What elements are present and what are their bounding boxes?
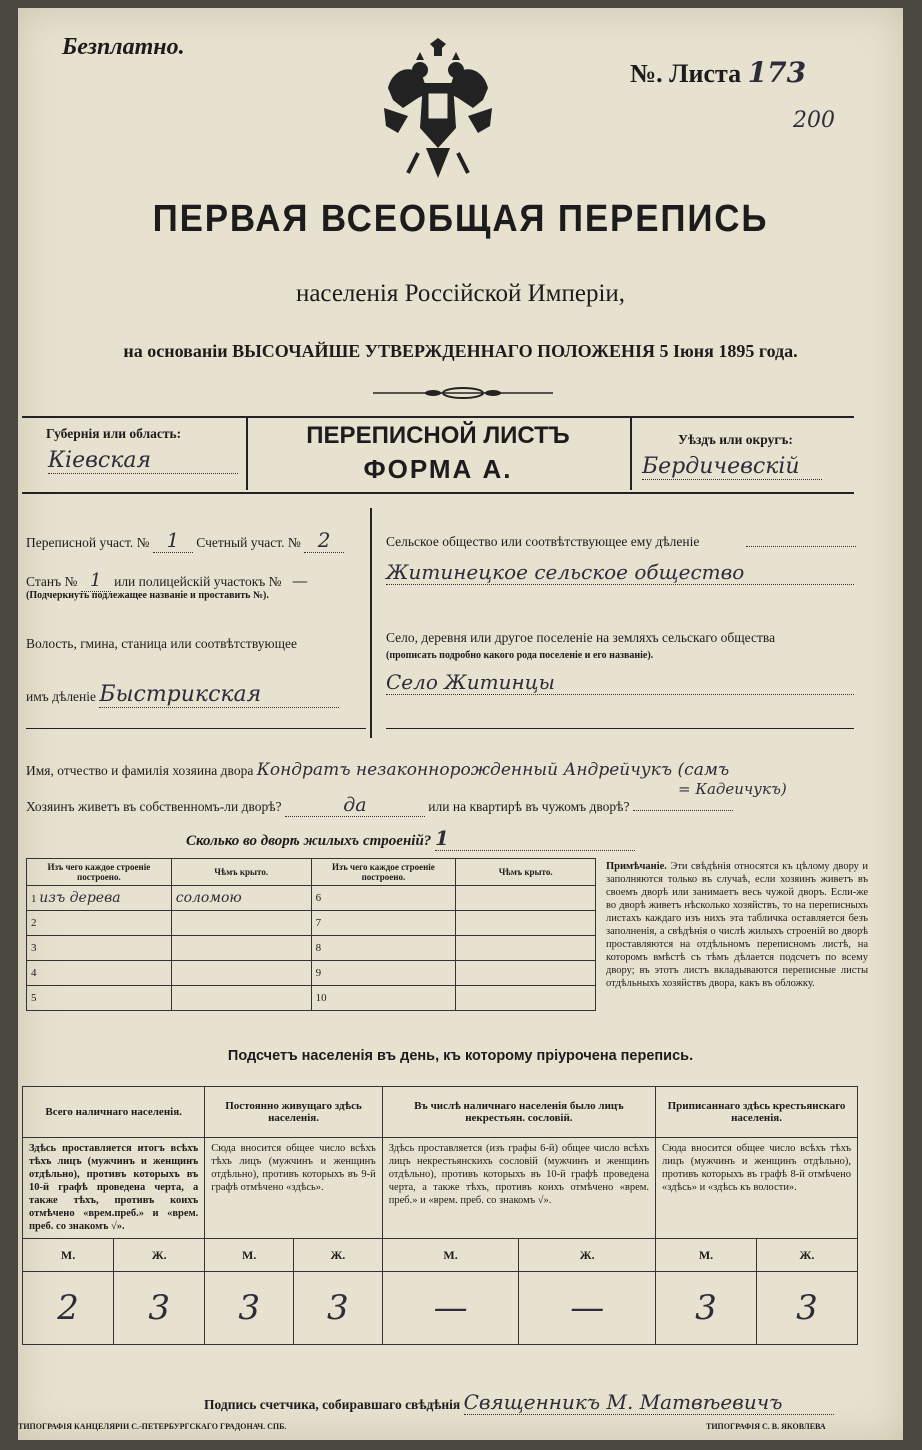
gubernia-value: Кіевская (48, 448, 238, 474)
male-label: М. (656, 1239, 757, 1272)
count-col-header: Постоянно живущаго здѣсь населенія. (205, 1087, 382, 1138)
male-label: М. (205, 1239, 294, 1272)
owner-own-label: Хозяинъ живетъ въ собственномъ-ли дворѣ? (26, 799, 282, 814)
signature-row (204, 1390, 834, 1415)
owner-name-row (26, 760, 856, 780)
uezd-value: Бердичевскій (642, 454, 822, 480)
female-label: Ж. (294, 1239, 383, 1272)
count-label: Счетный участ. № (196, 535, 301, 550)
male-label: М. (23, 1239, 114, 1272)
sheet-number-value: 173 (747, 56, 807, 89)
owner-rent-value (633, 810, 733, 811)
district-value: 1 (153, 528, 193, 553)
society-label: Сельское общество или соотвѣтствующее ему дѣленіе (386, 534, 700, 549)
col-roof-right: Чѣмъ крыто. (456, 859, 596, 886)
double-headed-eagle-icon (378, 38, 498, 188)
table-row: 2 7 (27, 911, 596, 936)
count-col-desc: Сюда вносится общее число всѣхъ тѣхъ лицъ (мужчинъ и женщинъ отдѣльно), противъ которыхъ въ 9-й графѣ отмѣчено «здѣсь». (205, 1138, 382, 1239)
buildings-row (186, 826, 635, 851)
female-label: Ж. (519, 1239, 656, 1272)
signature-label: Подпись счетчика, собиравшаго свѣдѣнія (204, 1397, 461, 1412)
district-row (26, 528, 344, 553)
count-male-value: 3 (656, 1272, 757, 1345)
village-value: Село Житинцы (386, 670, 854, 695)
page-title: ПЕРВАЯ ВСЕОБЩАЯ ПЕРЕПИСЬ (152, 198, 769, 240)
stan-value: 1 (81, 570, 111, 592)
sheet-number-label: №. Листа (630, 59, 742, 88)
count-col-desc: Здѣсь проставляется (изъ графы 6-й) общее число всѣхъ лицъ некрестьянскихъ сословій (мужчинъ и женщинъ отдѣльно), противъ которыхъ въ 10-й графѣ проведена черта, а также тѣхъ, противъ коихъ отмѣчено «врем. преб.» и «врем. преб. со знакомъ √». (382, 1138, 655, 1239)
uezd-label: Уѣздъ или округъ: (678, 432, 793, 447)
volost-label-2: имъ дѣленіе (26, 689, 97, 704)
free-label: Безплатно. (62, 34, 185, 60)
material-value: изъ дерева (39, 890, 121, 906)
signature-value: Священникъ М. Матвѣевичъ (464, 1390, 834, 1415)
stan-row (26, 570, 315, 592)
owner-name-value-2: = Кадеичукъ) (678, 780, 787, 798)
count-col-header: Всего наличнаго населенія. (23, 1087, 205, 1138)
col-material-left: Изъ чего каждое строеніе построено. (27, 859, 172, 886)
sheet-number-alt: 200 (793, 108, 835, 133)
volost-label-1: Волость, гмина, станица или соотвѣтствующее (26, 636, 297, 651)
count-female-value: 3 (756, 1272, 857, 1345)
count-col-desc: Сюда вносится общее число всѣхъ тѣхъ лицъ (мужчинъ и женщинъ отдѣльно), противъ которыхъ въ графѣ 8-й отмѣчено «здѣсь» и «здѣсь къ волости». (656, 1138, 858, 1239)
footer-right: ТИПОГРАФІЯ С. В. ЯКОВЛЕВА (706, 1422, 826, 1431)
count-female-value: 3 (114, 1272, 205, 1345)
village-note: (прописать подробно какого рода поселеніе и его названіе). (386, 650, 654, 661)
stan-note: (Подчеркнуть подлежащее названіе и проставить №). (26, 590, 269, 601)
female-label: Ж. (756, 1239, 857, 1272)
count-col-header: Въ числѣ наличнаго населенія было лицъ некрестьян. сословій. (382, 1087, 655, 1138)
count-female-value: 3 (294, 1272, 383, 1345)
count-female-value: — (519, 1272, 656, 1345)
buildings-label: Сколько во дворѣ жилыхъ строеній? (186, 833, 432, 849)
table-row: 4 9 (27, 961, 596, 986)
volost-value: Быстрикская (99, 682, 339, 708)
owner-name-value: Кондратъ незаконнорожденный Андрейчукъ (самъ (256, 760, 730, 780)
society-value: Житинецкое сельское общество (386, 560, 854, 585)
legal-basis: на основаніи ВЫСОЧАЙШЕ УТВЕРЖДЕННАГО ПОЛОЖЕНІЯ 5 Іюня 1895 года. (123, 341, 798, 361)
roof-value: соломою (171, 886, 311, 911)
col-material-right: Изъ чего каждое строеніе построено. (311, 859, 456, 886)
page-subtitle: населенія Россійской Имперіи, (295, 280, 626, 307)
table-row: 3 8 (27, 936, 596, 961)
note (606, 860, 868, 990)
police-value: — (291, 571, 308, 590)
owner-own-value: да (285, 794, 425, 817)
census-sheet (18, 8, 903, 1440)
table-row: 1 изъ дерева соломою 6 (27, 886, 596, 911)
owner-rent-label: или на квартирѣ въ чужомъ дворѣ? (428, 799, 630, 814)
district-label: Переписной участ. № (26, 535, 150, 550)
female-label: Ж. (114, 1239, 205, 1272)
male-label: М. (382, 1239, 519, 1272)
count-value: 2 (304, 528, 344, 553)
table-row: 5 10 (27, 986, 596, 1011)
owner-own-row (26, 794, 733, 817)
owner-name-label: Имя, отчество и фамилія хозяина двора (26, 763, 254, 778)
col-roof-left: Чѣмъ крыто. (171, 859, 311, 886)
stan-label: Станъ № (26, 574, 78, 589)
village-label: Село, деревня или другое поселеніе на земляхъ сельскаго общества (386, 630, 776, 645)
sheet-number (630, 56, 806, 89)
note-title: Примѣчаніе. (606, 861, 667, 872)
count-male-value: 2 (23, 1272, 114, 1345)
volost-label (26, 682, 339, 708)
ornament-divider (373, 386, 553, 400)
buildings-table (26, 858, 596, 1011)
footer-left: ТИПОГРАФІЯ КАНЦЕЛЯРІИ С.-ПЕТЕРБУРГСКАГО ГРАДОНАЧ. СПБ. (18, 1422, 287, 1431)
form-subtitle: ФОРМА А. (363, 454, 513, 484)
police-label: или полицейскій участокъ № (114, 574, 282, 589)
count-male-value: 3 (205, 1272, 294, 1345)
gubernia-label: Губернія или область: (46, 426, 182, 441)
count-male-value: — (382, 1272, 519, 1345)
note-text: Эти свѣдѣнія относятся къ цѣлому двору и заполняются только въ случаѣ, если хозяинъ живетъ въ своемъ дворѣ или занимаетъ весь чужой дворъ. Если-же во дворѣ живетъ нѣсколько хозяйствъ, то на переписныхъ листахъ каждаго изъ нихъ эта табличка оставляется безъ заполненія, а свѣдѣнія о числѣ жилыхъ строеній во дворѣ проставляются на отдѣльномъ переписномъ листѣ, на которомъ вмѣстѣ съ тѣмъ дѣлается подсчетъ по всему двору; въ этотъ листъ вкладываются переписные листы отдѣльныхъ хозяйствъ двора, какъ въ обложку. (606, 861, 868, 989)
form-title: ПЕРЕПИСНОЙ ЛИСТЪ (306, 422, 570, 449)
population-count-table (22, 1086, 858, 1345)
buildings-value: 1 (435, 826, 635, 851)
count-col-desc: Здѣсь проставляется итогъ всѣхъ тѣхъ лицъ (мужчинъ и женщинъ отдѣльно), противъ которыхъ въ 10-й графѣ проведена черта, а также тѣхъ, противъ коихъ отмѣчено «врем.преб.» и «врем. преб. со знакомъ √». (23, 1138, 205, 1239)
society-dots (746, 546, 856, 547)
count-heading: Подсчетъ населенія въ день, къ которому пріурочена перепись. (227, 1048, 694, 1064)
count-col-header: Приписаннаго здѣсь крестьянскаго населенія. (656, 1087, 858, 1138)
